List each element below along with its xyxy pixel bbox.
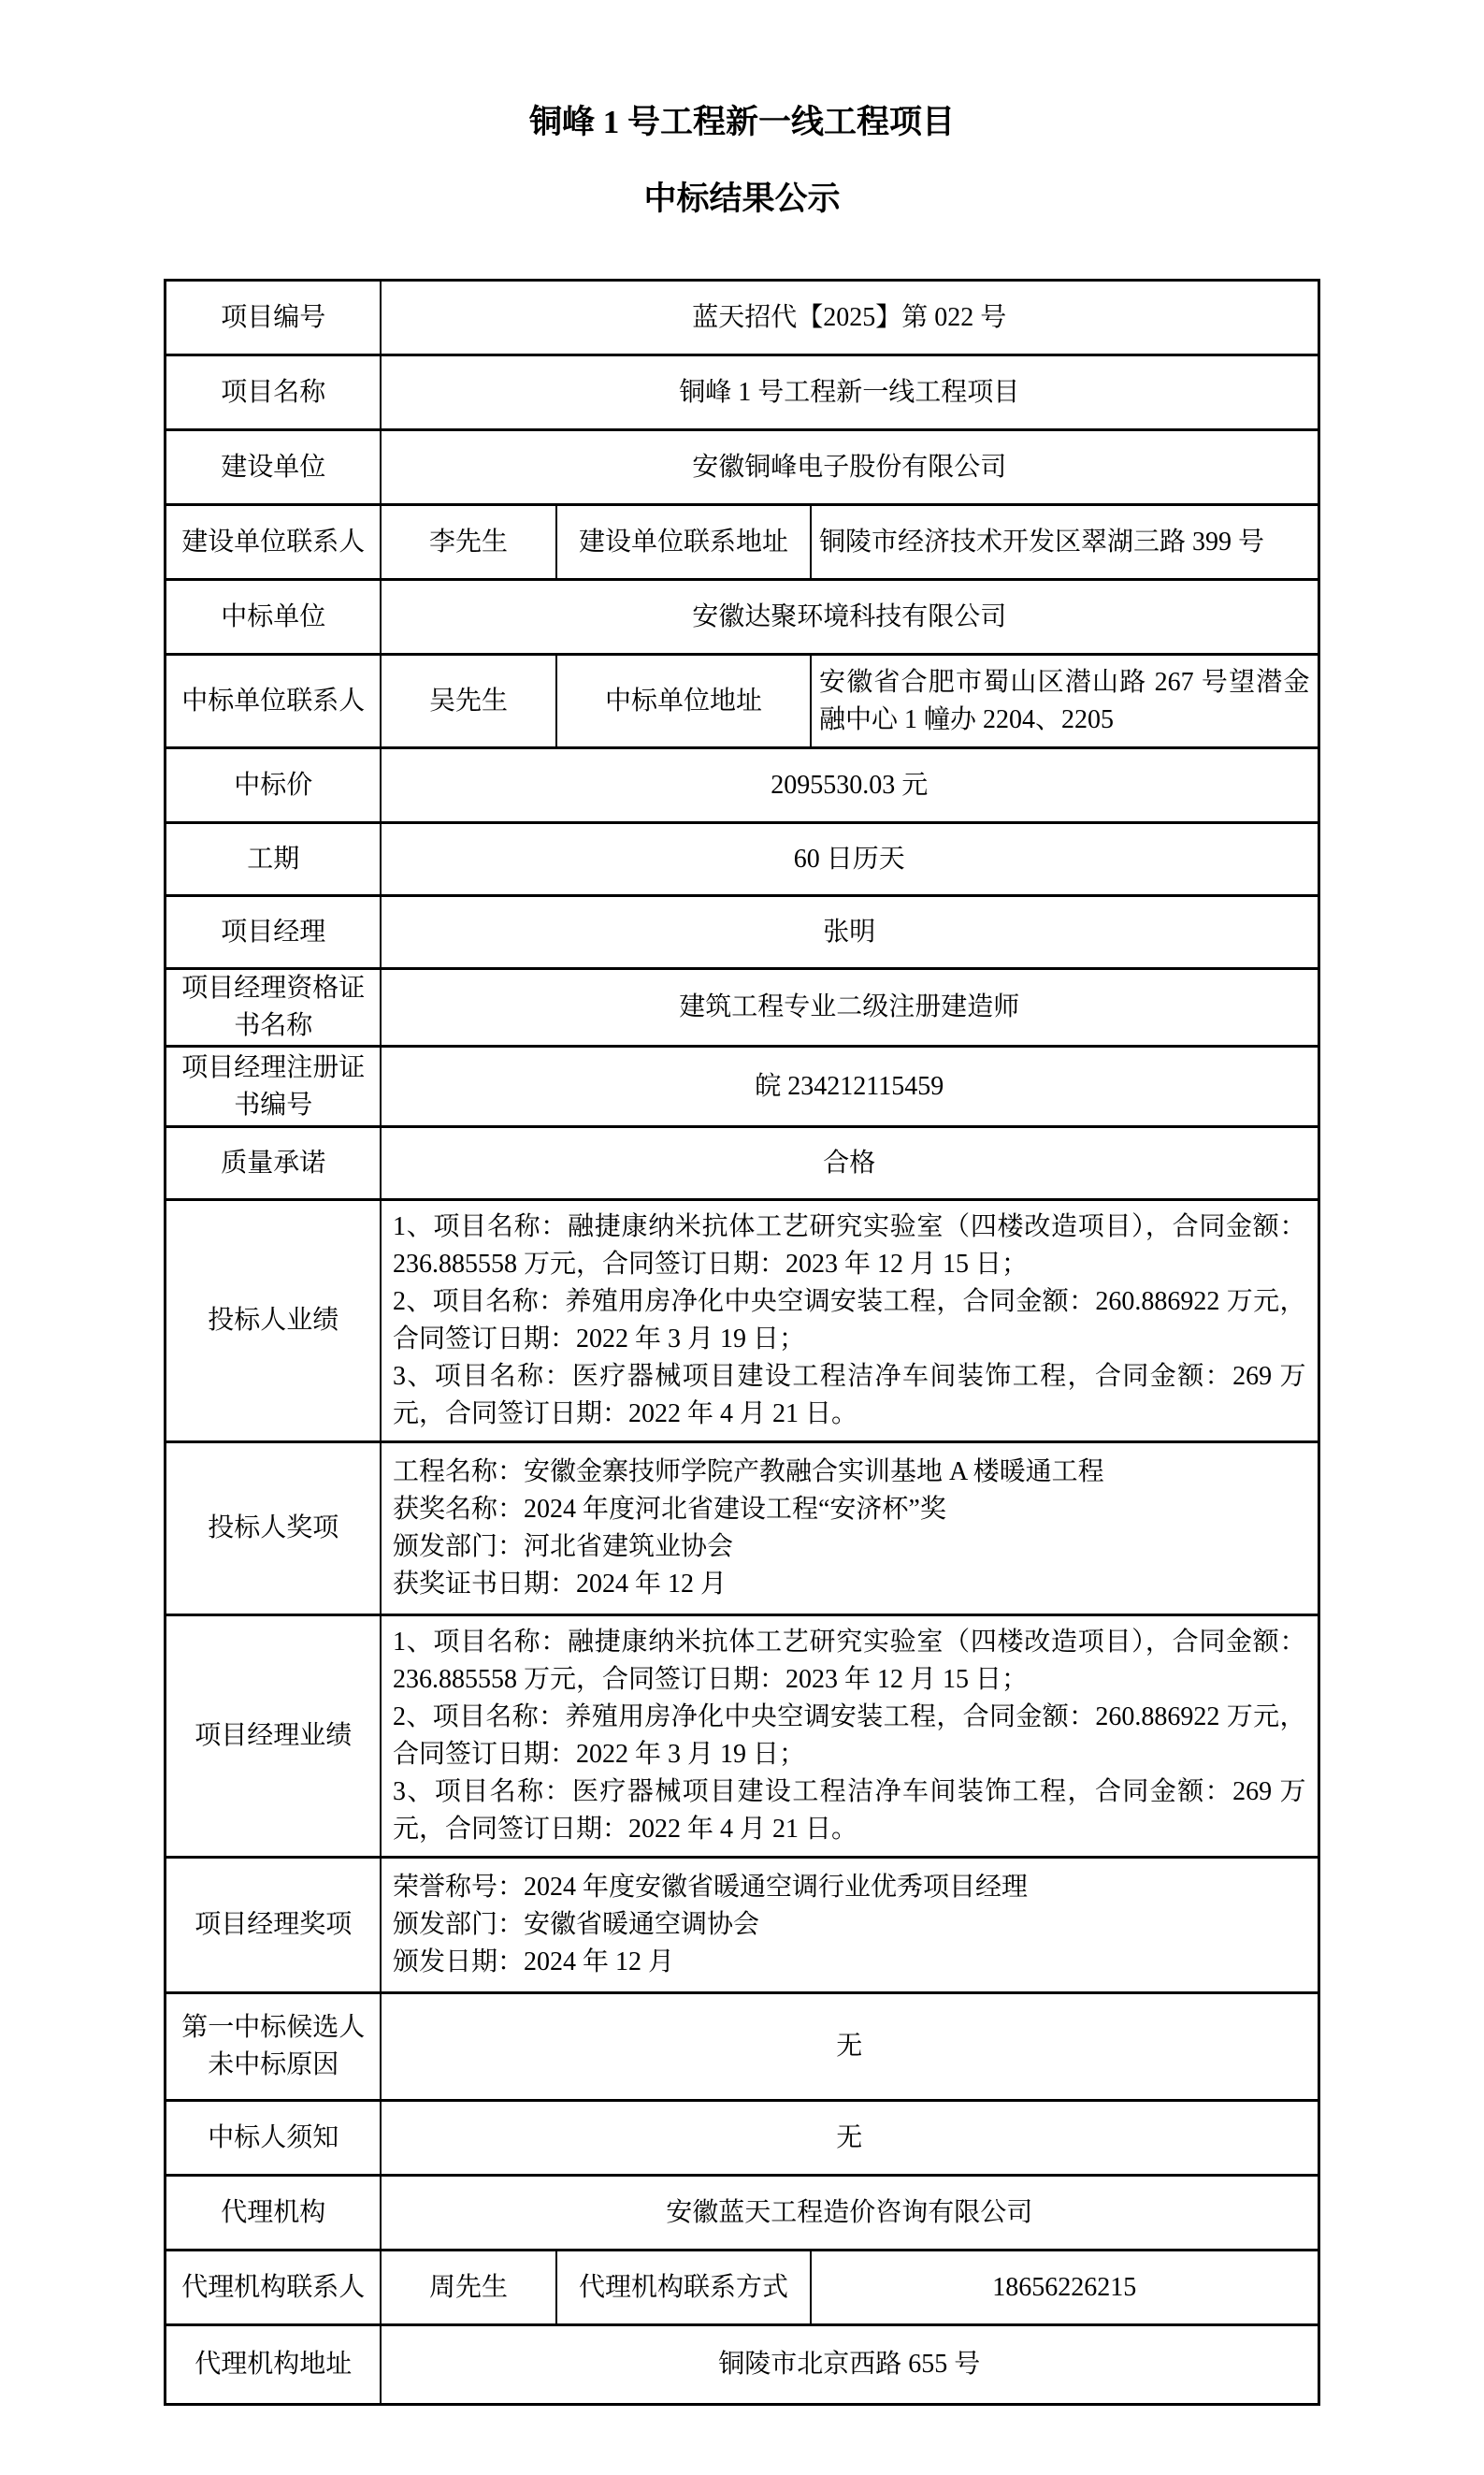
field-value-cell: 吴先生 — [381, 655, 556, 748]
detail-line: 1、项目名称：融捷康纳米抗体工艺研究实验室（四楼改造项目），合同金额：236.885558 万元，合同签订日期：2023 年 12 月 15 日； — [392, 1628, 1306, 1694]
table-row — [166, 355, 1318, 430]
field-label-cell: 代理机构地址 — [166, 2325, 381, 2405]
detail-line: 1、项目名称：融捷康纳米抗体工艺研究实验室（四楼改造项目），合同金额：236.885558 万元，合同签订日期：2023 年 12 月 15 日； — [392, 1212, 1306, 1279]
field-label-cell: 建设单位联系人 — [166, 505, 381, 580]
field-value-cell: 皖 234212115459 — [381, 1047, 1318, 1127]
field-label-cell: 项目经理注册证书编号 — [166, 1047, 381, 1127]
field-value-cell: 李先生 — [381, 505, 556, 580]
field-label-cell: 质量承诺 — [166, 1127, 381, 1200]
field-label-cell: 项目名称 — [166, 355, 381, 430]
secondary-value-cell: 18656226215 — [811, 2251, 1318, 2325]
detail-line: 3、项目名称：医疗器械项目建设工程洁净车间装饰工程，合同金额：269 万元，合同签订日期：2022 年 4 月 21 日。 — [392, 1362, 1306, 1428]
detail-line: 3、项目名称：医疗器械项目建设工程洁净车间装饰工程，合同金额：269 万元，合同签订日期：2022 年 4 月 21 日。 — [392, 1777, 1306, 1844]
field-value-cell: 建筑工程专业二级注册建造师 — [381, 969, 1318, 1047]
field-value-cell: 张明 — [381, 896, 1318, 969]
table-row — [166, 823, 1318, 896]
field-value-cell: 合格 — [381, 1127, 1318, 1200]
field-value-cell: 周先生 — [381, 2251, 556, 2325]
table-row — [166, 896, 1318, 969]
field-label-cell: 中标价 — [166, 748, 381, 823]
secondary-value-cell: 铜陵市经济技术开发区翠湖三路 399 号 — [811, 505, 1318, 580]
detail-line: 2、项目名称：养殖用房净化中央空调安装工程，合同金额：260.886922 万元，合同签订日期：2022 年 3 月 19 日； — [392, 1702, 1306, 1769]
table-row — [166, 1858, 1318, 1993]
field-label-cell: 项目编号 — [166, 281, 381, 355]
secondary-value-cell: 安徽省合肥市蜀山区潜山路 267 号望潜金融中心 1 幢办 2204、2205 — [811, 655, 1318, 748]
field-label-cell: 项目经理奖项 — [166, 1858, 381, 1993]
field-value-cell: 安徽达聚环境科技有限公司 — [381, 580, 1318, 655]
field-label-cell: 建设单位 — [166, 430, 381, 505]
field-label-cell: 中标人须知 — [166, 2101, 381, 2176]
field-label-cell: 第一中标候选人未中标原因 — [166, 1993, 381, 2101]
detail-line: 获奖名称：2024 年度河北省建设工程“安济杯”奖 — [392, 1495, 946, 1524]
detail-line: 2、项目名称：养殖用房净化中央空调安装工程，合同金额：260.886922 万元，合同签订日期：2022 年 3 月 19 日； — [392, 1287, 1306, 1353]
table-row — [166, 2325, 1318, 2405]
detail-line: 荣誉称号：2024 年度安徽省暖通空调行业优秀项目经理 — [392, 1873, 1028, 1902]
table-row — [166, 748, 1318, 823]
table-row — [166, 969, 1318, 1047]
table-row — [166, 1127, 1318, 1200]
table-row — [166, 655, 1318, 748]
detail-line: 颁发部门：河北省建筑业协会 — [392, 1532, 733, 1561]
field-label-cell: 投标人业绩 — [166, 1200, 381, 1442]
field-value-cell: 铜峰 1 号工程新一线工程项目 — [381, 355, 1318, 430]
field-label-cell: 代理机构联系人 — [166, 2251, 381, 2325]
field-value-cell — [381, 1200, 1318, 1442]
bid-result-table — [164, 279, 1319, 2406]
field-label-cell: 项目经理资格证书名称 — [166, 969, 381, 1047]
field-value-cell: 安徽铜峰电子股份有限公司 — [381, 430, 1318, 505]
table-row — [166, 1047, 1318, 1127]
field-label-cell: 代理机构 — [166, 2176, 381, 2251]
title-line-2: 中标结果公示 — [643, 181, 841, 217]
table-row — [166, 1442, 1318, 1615]
secondary-label-cell: 建设单位联系地址 — [556, 505, 811, 580]
detail-line: 颁发部门：安徽省暖通空调协会 — [392, 1910, 759, 1939]
field-label-cell: 中标单位联系人 — [166, 655, 381, 748]
title-line-1: 铜峰 1 号工程新一线工程项目 — [528, 104, 955, 140]
secondary-label-cell: 代理机构联系方式 — [556, 2251, 811, 2325]
table-row — [166, 281, 1318, 355]
field-value-cell: 无 — [381, 1993, 1318, 2101]
table-row — [166, 2101, 1318, 2176]
field-label-cell: 项目经理业绩 — [166, 1615, 381, 1858]
field-value-cell: 2095530.03 元 — [381, 748, 1318, 823]
field-value-cell: 铜陵市北京西路 655 号 — [381, 2325, 1318, 2405]
field-value-cell: 蓝天招代【2025】第 022 号 — [381, 281, 1318, 355]
field-label-cell: 工期 — [166, 823, 381, 896]
secondary-label-cell: 中标单位地址 — [556, 655, 811, 748]
table-row — [166, 1200, 1318, 1442]
table-row — [166, 505, 1318, 580]
field-value-cell: 60 日历天 — [381, 823, 1318, 896]
field-label-cell: 项目经理 — [166, 896, 381, 969]
detail-line: 工程名称：安徽金寨技师学院产教融合实训基地 A 楼暖通工程 — [392, 1457, 1104, 1486]
field-value-cell — [381, 1615, 1318, 1858]
detail-line: 获奖证书日期：2024 年 12 月 — [392, 1570, 727, 1599]
table-row — [166, 580, 1318, 655]
table-row — [166, 2176, 1318, 2251]
document-title — [0, 0, 1484, 221]
table-row — [166, 1993, 1318, 2101]
field-value-cell: 无 — [381, 2101, 1318, 2176]
table-row — [166, 1615, 1318, 1858]
field-label-cell: 投标人奖项 — [166, 1442, 381, 1615]
field-value-cell — [381, 1858, 1318, 1993]
table-row — [166, 2251, 1318, 2325]
detail-line: 颁发日期：2024 年 12 月 — [392, 1947, 674, 1976]
table-row — [166, 430, 1318, 505]
field-label-cell: 中标单位 — [166, 580, 381, 655]
field-value-cell: 安徽蓝天工程造价咨询有限公司 — [381, 2176, 1318, 2251]
field-value-cell — [381, 1442, 1318, 1615]
bid-result-table-body — [166, 281, 1318, 2405]
